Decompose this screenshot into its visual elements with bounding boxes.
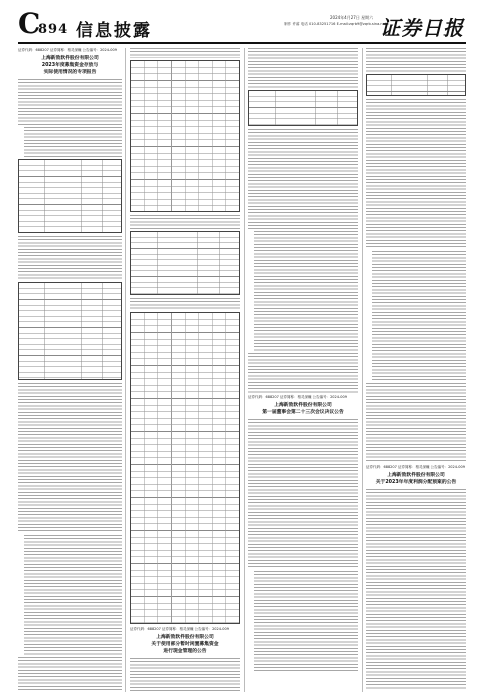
newspaper-masthead-logo: 证券日报	[380, 16, 464, 40]
body-text	[248, 353, 358, 393]
column-1	[18, 48, 122, 692]
data-table	[130, 231, 240, 295]
body-text	[18, 383, 122, 533]
section-letter: C	[18, 7, 41, 40]
title-line: 实际使用情况的专项报告	[43, 70, 97, 75]
body-text	[24, 535, 122, 655]
body-text	[130, 658, 240, 692]
data-table	[18, 282, 122, 380]
column-4	[366, 48, 466, 692]
body-text	[366, 99, 466, 249]
body-text	[366, 48, 466, 72]
title-line: 进行现金管理的公告	[163, 649, 207, 654]
body-text	[130, 215, 240, 229]
announcement-title	[18, 55, 122, 76]
body-text	[18, 657, 122, 692]
body-text	[254, 571, 358, 671]
body-text	[18, 79, 122, 125]
body-text	[248, 129, 358, 229]
body-text	[248, 48, 358, 88]
announcement-title	[248, 402, 358, 416]
body-text	[18, 236, 122, 280]
body-text	[254, 231, 358, 351]
section-title: 信息披露	[76, 21, 152, 41]
body-text	[366, 489, 466, 689]
body-text	[372, 251, 466, 381]
title-line: 上海新致软件股份有限公司	[41, 56, 99, 61]
title-line: 上海新致软件股份有限公司	[156, 635, 214, 640]
title-line: 上海新致软件股份有限公司	[274, 403, 332, 408]
column-divider	[362, 48, 363, 692]
data-table	[130, 312, 240, 624]
data-table	[366, 74, 466, 96]
data-table	[18, 159, 122, 233]
body-text	[130, 298, 240, 310]
title-line: 上海新致软件股份有限公司	[387, 473, 445, 478]
title-line: 关于使用部分暂时闲置募集资金	[151, 642, 219, 647]
section-number: 894	[38, 22, 69, 37]
header-rule	[18, 42, 466, 44]
body-text	[24, 127, 122, 157]
stock-info-line: 证券代码：688207 证券简称：格灵深瞳 公告编号：2024-009	[248, 395, 347, 399]
body-text	[130, 48, 240, 58]
announcement-title	[366, 472, 466, 486]
body-text	[248, 419, 358, 569]
column-divider	[244, 48, 245, 692]
stock-info-line: 证券代码：688207 证券简称：格灵深瞳 公告编号：2024-009	[18, 48, 117, 52]
title-line: 关于2023年年度利润分配预案的公告	[375, 480, 457, 485]
body-text	[366, 383, 466, 463]
column-divider	[125, 48, 126, 692]
title-line: 2023年度募集资金存放与	[41, 63, 99, 68]
column-2	[130, 48, 240, 692]
title-line: 第一届董事会第二十三次会议决议公告	[262, 410, 344, 415]
stock-info-line: 证券代码：688207 证券简称：格灵深瞳 公告编号：2024-009	[366, 465, 465, 469]
contact-info: 制作 许睿 电话 010-83251716 E-mail:zqrb9@zqrb.sina.net	[284, 22, 387, 26]
announcement-title	[130, 634, 240, 655]
data-table	[248, 90, 358, 126]
page-header	[0, 0, 484, 44]
column-3	[248, 48, 358, 692]
data-table	[130, 60, 240, 212]
stock-info-line: 证券代码：688207 证券简称：格灵深瞳 公告编号：2024-009	[130, 627, 229, 631]
issue-date: 2024年4月27日 星期六	[330, 15, 374, 20]
